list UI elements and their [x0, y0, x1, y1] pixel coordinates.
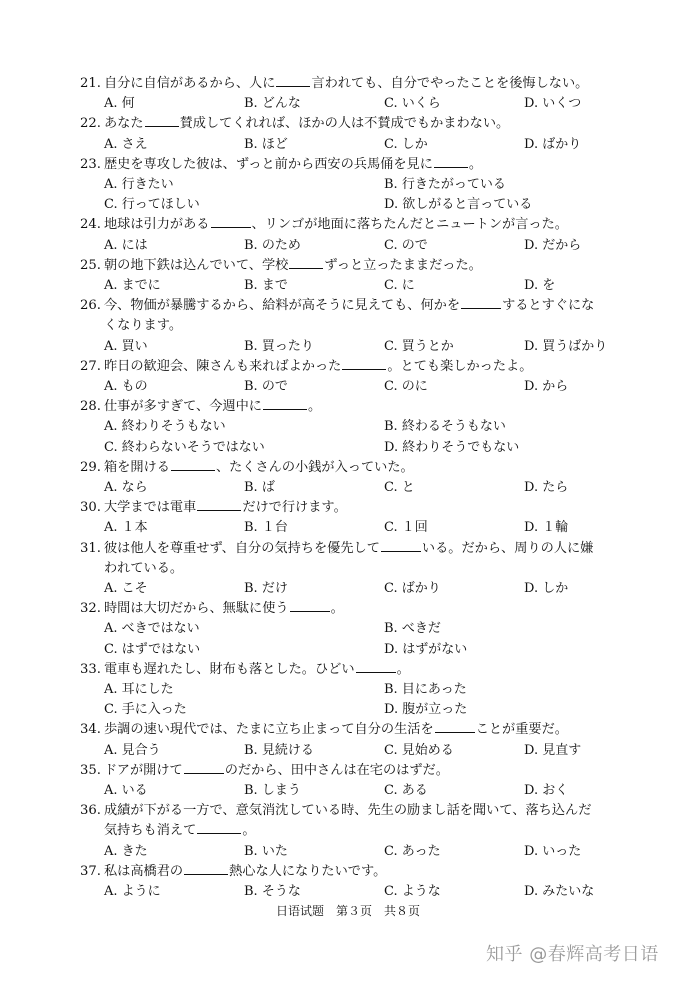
question-number: 29.: [80, 459, 101, 475]
stem-text: 、たくさんの小銭が入っていた。: [215, 459, 414, 475]
stem-text: ことが重要だ。: [475, 722, 568, 738]
answer-blank: [145, 114, 179, 127]
option: D. を: [524, 278, 556, 293]
question-stem: [80, 599, 640, 619]
option: C. のに: [384, 379, 428, 394]
answer-blank: [381, 539, 421, 552]
answer-blank: [184, 862, 228, 875]
option: B. どんな: [244, 96, 301, 112]
option: D. はずがない: [384, 641, 468, 657]
stem-text: 賛成してくれれば、ほかの人は不賛成でもかまわない。: [179, 116, 510, 132]
stem-text: 成績が下がる一方で、意気消沈している時、先生の励まし話を聞いて、落ち込んだ: [104, 803, 592, 819]
stem-text: ドアが開けて: [104, 762, 183, 778]
option: A. ように: [104, 884, 161, 899]
question-number: 25.: [80, 257, 101, 273]
question-number: 37.: [80, 863, 101, 879]
stem-text: だけで行けます。: [242, 500, 347, 516]
answer-blank: [289, 256, 323, 269]
answer-blank: [263, 397, 307, 410]
option: D. 終わりそうでもない: [384, 439, 520, 455]
option: C. に: [384, 278, 415, 293]
stem-text: いる。だから、周りの人に嫌: [421, 540, 594, 556]
option: D. みたいな: [524, 884, 595, 899]
question-stem: [80, 155, 640, 175]
watermark: [486, 940, 659, 966]
question-number: 24.: [80, 217, 101, 233]
option: B. 行きたがっている: [384, 177, 506, 192]
option: C. 見始める: [384, 742, 454, 758]
option: A. いる: [104, 783, 148, 798]
stem-text: 大学までは電車: [104, 500, 197, 516]
stem-text: 言われても、自分でやったことを後悔しない。: [311, 76, 589, 91]
answer-blank: [171, 458, 215, 471]
stem-text: 箱を開ける: [104, 459, 170, 475]
option: D. たら: [524, 480, 569, 495]
option: A. なら: [104, 480, 148, 495]
question-number: 32.: [80, 601, 101, 617]
option: D. 腹が立った: [384, 702, 468, 718]
option: D. 買うばかり: [524, 338, 608, 354]
option: D. から: [524, 379, 569, 394]
option: D. 見直す: [524, 742, 582, 758]
stem-text: するとすぐにな: [502, 298, 595, 314]
stem-text: 。: [308, 399, 322, 415]
question-stem: [80, 296, 640, 336]
question-number: 27.: [80, 358, 101, 374]
option: D. いくつ: [524, 96, 582, 112]
question-number: 30.: [80, 500, 101, 516]
option: B. べきだ: [384, 621, 441, 637]
answer-blank: [197, 498, 241, 511]
answer-blank: [342, 357, 386, 370]
option: B. 目にあった: [384, 682, 467, 697]
stem-text: 時間は大切だから、無駄に使う: [104, 601, 289, 617]
stem-text: 昨日の歓迎会、陳さんも来ればよかった: [104, 358, 342, 374]
question-stem: [80, 256, 640, 276]
option: A. 買い: [104, 338, 148, 354]
option: C. しか: [384, 136, 428, 152]
option: A. には: [104, 237, 148, 253]
question-stem: [80, 761, 640, 781]
option: D. ばかり: [524, 136, 582, 152]
stem-continuation: [80, 559, 640, 579]
option: A. までに: [104, 278, 161, 293]
question-stem: [80, 498, 640, 518]
question-stem: [80, 74, 640, 94]
stem-text: 気持ちも消えて: [104, 823, 197, 839]
question-number: 36.: [80, 803, 101, 819]
option: A. きた: [104, 843, 148, 859]
option: B. しまう: [244, 783, 301, 798]
question-stem: [80, 720, 640, 740]
option: B. ので: [244, 379, 288, 394]
watermark-text: @春辉高考日语: [529, 944, 659, 965]
answer-blank: [211, 215, 251, 228]
answer-blank: [184, 761, 224, 774]
option: B. だけ: [244, 581, 288, 596]
option: D. 欲しがると言っている: [384, 197, 533, 213]
stem-text: 。: [396, 661, 410, 677]
option: A. 終わりそうもない: [104, 419, 226, 435]
answer-blank: [290, 599, 330, 612]
option: A. べきではない: [104, 621, 200, 637]
option: C. あった: [384, 843, 441, 859]
answer-blank: [435, 720, 475, 733]
stem-text: あなた: [104, 116, 144, 132]
stem-text: 、リンゴが地面に落ちたんだとニュートンが言った。: [251, 217, 568, 233]
question-number: 35.: [80, 762, 101, 778]
option: C. 買うとか: [384, 338, 454, 354]
stem-text: 電車も遅れたし、財布も落とした。ひどい: [104, 661, 355, 677]
option: A. 行きたい: [104, 177, 174, 192]
option: A. 何: [104, 96, 135, 112]
option: C. と: [384, 480, 415, 495]
option: C. 終わらないそうではない: [104, 439, 265, 455]
option: A. こそ: [104, 581, 148, 596]
option: B. ほど: [244, 136, 288, 152]
option: A. もの: [104, 379, 148, 394]
option: D. だから: [524, 237, 582, 253]
option: A. 見合う: [104, 742, 161, 758]
option: B. 見続ける: [244, 742, 314, 758]
zhihu-logo: 知乎: [486, 944, 523, 965]
option: D. しか: [524, 581, 569, 596]
option: D. いった: [524, 843, 582, 859]
stem-text: 歴史を専攻した彼は、ずっと前から西安の兵馬俑を見に: [104, 156, 433, 172]
option: C. ばかり: [384, 581, 441, 596]
option: C. 行ってほしい: [104, 197, 200, 213]
option: B. １台: [244, 520, 288, 536]
stem-text: われている。: [104, 560, 184, 576]
stem-text: 熱心な人になりたいです。: [229, 863, 387, 879]
option: C. ある: [384, 783, 428, 798]
question-stem: [80, 862, 640, 882]
stem-continuation: [80, 316, 640, 336]
option: B. まで: [244, 278, 288, 293]
question-stem: [80, 215, 640, 235]
option: B. のため: [244, 237, 301, 253]
option: C. ので: [384, 237, 428, 253]
stem-text: 朝の地下鉄は込んでいて、学校: [104, 257, 289, 273]
question-number: 33.: [80, 661, 101, 677]
question-number: 21.: [80, 76, 101, 91]
stem-continuation: [80, 821, 640, 841]
stem-text: 。: [330, 601, 344, 617]
option: B. そうな: [244, 884, 301, 899]
option: A. さえ: [104, 136, 148, 152]
question-stem: [80, 114, 640, 134]
question-number: 22.: [80, 116, 101, 132]
option: B. ば: [244, 480, 275, 495]
question-stem: [80, 539, 640, 579]
option: B. 買ったり: [244, 338, 314, 354]
question-stem: [80, 458, 640, 478]
answer-blank: [197, 821, 241, 834]
option: C. 手に入った: [104, 702, 187, 718]
option: A. 耳にした: [104, 682, 174, 697]
option: D. １輪: [524, 520, 569, 536]
question-number: 28.: [80, 399, 101, 415]
question-number: 34.: [80, 722, 101, 738]
page-footer: 日语试题 第３页 共８页: [275, 904, 420, 918]
stem-text: 地球は引力がある: [104, 217, 210, 233]
question-stem: [80, 660, 640, 680]
stem-text: 彼は他人を尊重せず、自分の気持ちを優先して: [104, 540, 380, 556]
stem-text: 仕事が多すぎて、今週中に: [104, 399, 262, 415]
stem-text: ずっと立ったままだった。: [324, 257, 482, 273]
stem-text: のだから、田中さんは在宅のはずだ。: [224, 762, 449, 778]
answer-blank: [461, 296, 501, 309]
option: C. １回: [384, 520, 428, 536]
stem-text: 自分に自信があるから、人に: [104, 76, 276, 91]
option: C. はずではない: [104, 641, 201, 657]
question-stem: [80, 397, 640, 417]
question-stem: [80, 357, 640, 377]
answer-blank: [434, 155, 468, 168]
stem-text: 今、物価が暴騰するから、給料が高そうに見えても、何かを: [104, 298, 461, 314]
option: B. 終わるそうもない: [384, 419, 506, 435]
question-number: 26.: [80, 298, 101, 314]
answer-blank: [356, 660, 396, 673]
question-number: 23.: [80, 156, 101, 172]
stem-text: 歩調の速い現代では、たまに立ち止まって自分の生活を: [104, 722, 434, 738]
stem-text: くなります。: [104, 318, 183, 334]
stem-text: 。とても楽しかったよ。: [387, 358, 533, 374]
option: B. いた: [244, 843, 288, 859]
stem-text: 。: [242, 823, 256, 839]
option: D. おく: [524, 783, 569, 798]
answer-blank: [276, 74, 310, 87]
question-stem: [80, 801, 640, 841]
option: C. ような: [384, 884, 441, 899]
option: C. いくら: [384, 96, 441, 112]
option: A. １本: [104, 520, 148, 536]
stem-text: 私は高橋君の: [104, 863, 184, 879]
question-number: 31.: [80, 540, 101, 556]
stem-text: 。: [468, 156, 483, 172]
